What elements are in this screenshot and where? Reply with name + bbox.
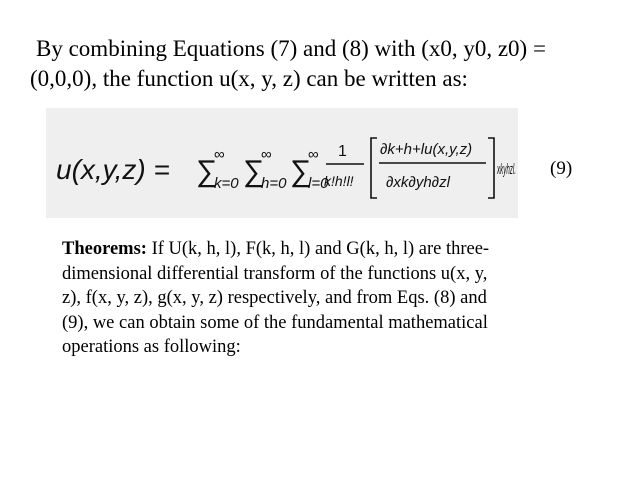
right-bracket bbox=[488, 138, 494, 198]
theorem-paragraph bbox=[62, 237, 562, 360]
sum-2-lower: h=0 bbox=[261, 175, 287, 192]
derivative-numerator: ∂k+h+lu(x,y,z) bbox=[380, 141, 473, 158]
sum-3-upper: ∞ bbox=[308, 146, 319, 163]
sum-1-lower: k=0 bbox=[214, 175, 239, 192]
sum-1-upper: ∞ bbox=[214, 146, 225, 163]
intro-line-1: By combining Equations (7) and (8) with (x0, y0, z0) = bbox=[36, 36, 546, 61]
left-bracket bbox=[371, 138, 377, 198]
equation-tail: xkyhzl. bbox=[496, 161, 516, 178]
theorem-line-4: (9), we can obtain some of the fundamental mathematical bbox=[62, 312, 488, 333]
theorem-line-1 bbox=[62, 237, 562, 262]
theorem-line-3: z), f(x, y, z), g(x, y, z) respectively, and from Eqs. (8) and bbox=[62, 288, 487, 309]
sum-2-symbol: ∑ bbox=[243, 155, 265, 188]
theorem-line-2: dimensional differential transform of the functions u(x, y, bbox=[62, 263, 488, 284]
intro-paragraph bbox=[30, 34, 620, 94]
fraction-denominator: k!h!l! bbox=[324, 173, 354, 189]
equation-graphic bbox=[46, 108, 518, 218]
equation-number: (9) bbox=[550, 158, 573, 179]
derivative-denominator: ∂xk∂yh∂zl bbox=[386, 174, 450, 191]
sum-3-lower: l=0 bbox=[308, 175, 329, 192]
equation-lhs: u(x,y,z) = bbox=[56, 154, 170, 185]
sum-2-upper: ∞ bbox=[261, 146, 272, 163]
fraction-numerator: 1 bbox=[338, 143, 347, 160]
sum-3-symbol: ∑ bbox=[290, 155, 312, 188]
theorem-line-5: operations as following: bbox=[62, 337, 241, 358]
equation-image bbox=[46, 108, 518, 218]
sum-1-symbol: ∑ bbox=[196, 155, 218, 188]
theorem-line-1-text: If U(k, h, l), F(k, h, l) and G(k, h, l) are three- bbox=[146, 239, 490, 259]
theorem-label: Theorems: bbox=[62, 239, 147, 259]
intro-line-2: (0,0,0), the function u(x, y, z) can be written as: bbox=[30, 66, 468, 91]
